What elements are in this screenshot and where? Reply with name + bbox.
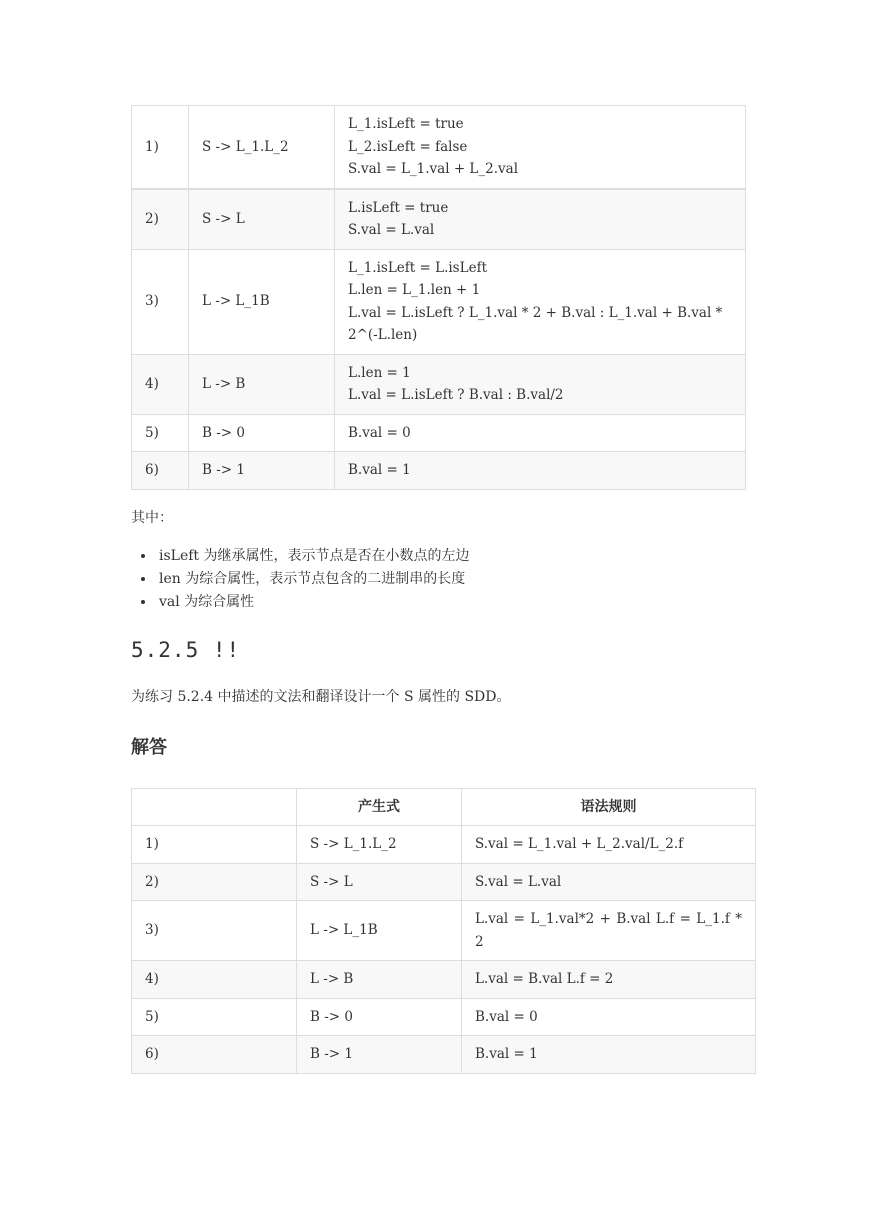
- rule-line: S.val = L.val: [348, 222, 435, 238]
- production: S -> L_1.L_2: [189, 106, 335, 189]
- semantic-rules: [335, 106, 746, 189]
- semantic-rule: L.val = B.val L.f = 2: [462, 961, 756, 999]
- table-row: [132, 961, 756, 999]
- row-number: 3): [132, 901, 297, 961]
- note-label: 其中：: [131, 509, 173, 526]
- row-number: 6): [132, 1036, 297, 1074]
- row-number: 5): [132, 998, 297, 1036]
- rule-line: S.val = L_1.val + L_2.val: [348, 161, 519, 177]
- section-heading: 5.2.5 !!: [131, 637, 241, 662]
- rule-line: L_1.isLeft = L.isLeft: [348, 259, 487, 276]
- answer-heading: 解答: [131, 736, 167, 758]
- semantic-rules: [335, 249, 746, 354]
- table-row: [132, 414, 746, 452]
- row-number: 5): [132, 414, 189, 452]
- column-header: 语法规则: [462, 788, 756, 826]
- exercise-question: 为练习 5.2.4 中描述的文法和翻译设计一个 S 属性的 SDD。: [131, 688, 511, 705]
- semantic-rules: [335, 354, 746, 414]
- table-row: [132, 1036, 756, 1074]
- semantic-rules: [335, 452, 746, 490]
- table-row: [132, 863, 756, 901]
- table-row: [132, 998, 756, 1036]
- semantic-rules: [335, 189, 746, 250]
- rule-line: L_2.isLeft = false: [348, 138, 468, 155]
- production: L -> B: [297, 961, 462, 999]
- list-item: • len 为综合属性，表示节点包含的二进制串的长度: [156, 568, 755, 591]
- table-row: [132, 826, 756, 864]
- table-header-row: [132, 788, 756, 826]
- row-number: 6): [132, 452, 189, 490]
- rule-line: B.val = 1: [348, 462, 411, 478]
- production: B -> 0: [297, 998, 462, 1036]
- column-header: 产生式: [297, 788, 462, 826]
- semantic-rule: L.val = L_1.val*2 + B.val L.f = L_1.f * 2: [462, 901, 756, 961]
- rule-line: L.isLeft = true: [348, 199, 449, 216]
- list-item: • val 为综合属性: [156, 591, 755, 614]
- rule-line: L.val = L.isLeft ? L_1.val * 2 + B.val : L_1.val + B.val * 2^(-L.len): [348, 304, 723, 343]
- list-item: • isLeft 为继承属性，表示节点是否在小数点的左边: [156, 545, 755, 568]
- semantic-rules: [335, 414, 746, 452]
- row-number: 1): [132, 106, 189, 189]
- production: L -> B: [189, 354, 335, 414]
- production: S -> L_1.L_2: [297, 826, 462, 864]
- production: S -> L: [297, 863, 462, 901]
- document-page: [131, 105, 755, 1074]
- table-row: [132, 189, 746, 250]
- rule-line: L.val = L.isLeft ? B.val : B.val/2: [348, 387, 564, 403]
- table-row: [132, 452, 746, 490]
- column-header: [132, 788, 297, 826]
- production: B -> 1: [297, 1036, 462, 1074]
- production: B -> 0: [189, 414, 335, 452]
- semantic-rule: S.val = L_1.val + L_2.val/L_2.f: [462, 826, 756, 864]
- semantic-rule: B.val = 1: [462, 1036, 756, 1074]
- table-row: [132, 249, 746, 354]
- semantic-rule: S.val = L.val: [462, 863, 756, 901]
- production: B -> 1: [189, 452, 335, 490]
- table-row: [132, 901, 756, 961]
- attribute-list: [131, 545, 755, 614]
- row-number: 4): [132, 354, 189, 414]
- table-row: [132, 106, 746, 189]
- production: L -> L_1B: [189, 249, 335, 354]
- rule-line: L.len = L_1.len + 1: [348, 282, 481, 298]
- production: L -> L_1B: [297, 901, 462, 961]
- rule-line: L_1.isLeft = true: [348, 116, 464, 132]
- sdd-l-attributed-table: [131, 105, 746, 490]
- rule-line: B.val = 0: [348, 424, 411, 441]
- row-number: 2): [132, 189, 189, 250]
- production: S -> L: [189, 189, 335, 250]
- table-row: [132, 354, 746, 414]
- rule-line: L.len = 1: [348, 364, 411, 381]
- row-number: 4): [132, 961, 297, 999]
- semantic-rule: B.val = 0: [462, 998, 756, 1036]
- row-number: 3): [132, 249, 189, 354]
- row-number: 1): [132, 826, 297, 864]
- sdd-s-attributed-table: [131, 788, 756, 1074]
- row-number: 2): [132, 863, 297, 901]
